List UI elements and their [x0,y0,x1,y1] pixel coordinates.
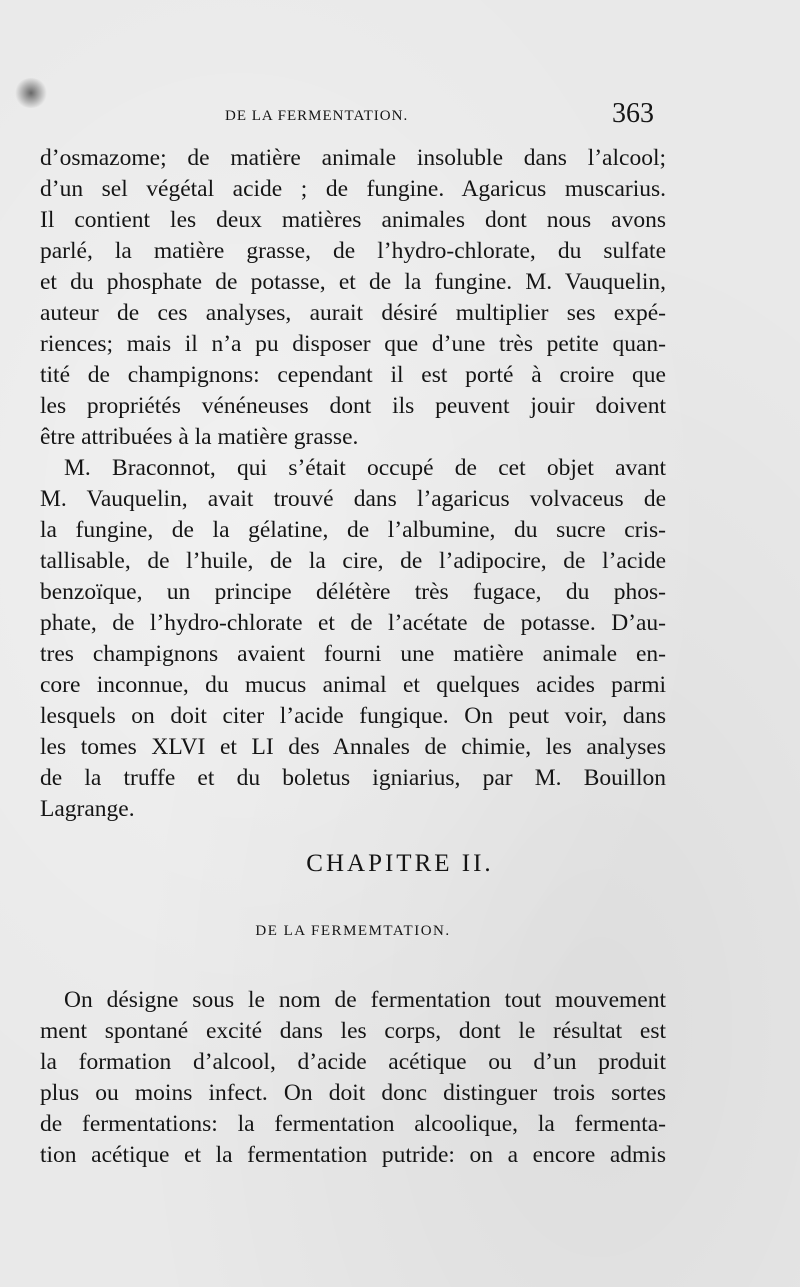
text-line: On désigne sous le nom de fermentation tout mouvement [64,987,666,1013]
text-line: Lagrange. [40,796,135,822]
text-line: et du phosphate de potasse, et de la fungine. M. Vauquelin, [40,269,666,295]
text-line: plus ou moins infect. On doit donc distinguer trois sortes [40,1080,666,1106]
text-line: tion acétique et la fermentation putride: on a encore admis [40,1142,666,1168]
text-line: d’un sel végétal acide ; de fungine. Agaricus muscarius. [40,176,666,202]
text-line: la formation d’alcool, d’acide acétique ou d’un produit [40,1049,666,1075]
text-line: parlé, la matière grasse, de l’hydro-chlorate, du sulfate [40,238,666,264]
text-line: ment spontané excité dans les corps, dont le résultat est [40,1018,666,1044]
text-line: tallisable, de l’huile, de la cire, de l’adipocire, de l’acide [40,548,666,574]
text-line: riences; mais il n’a pu disposer que d’une très petite quan- [40,331,666,357]
text-line: auteur de ces analyses, aurait désiré multiplier ses expé- [40,300,666,326]
paragraph-block-1 [40,143,666,825]
text-line: core inconnue, du mucus animal et quelques acides parmi [40,672,666,698]
text-line: être attribuées à la matière grasse. [40,424,359,450]
chapter-subtitle: DE LA FERMEMTATION. [255,923,451,939]
text-line: tres champignons avaient fourni une matière animale en- [40,641,666,667]
text-line: benzoïque, un principe délétère très fugace, du phos- [40,579,666,605]
text-line: de la truffe et du boletus igniarius, par M. Bouillon [40,765,666,791]
text-line: M. Vauquelin, avait trouvé dans l’agaricus volvaceus de [40,486,666,512]
text-line: tité de champignons: cependant il est porté à croire que [40,362,666,388]
paragraph-block-2 [40,985,666,1171]
page-number: 363 [612,98,654,129]
text-line: phate, de l’hydro-chlorate et de l’acétate de potasse. D’au- [40,610,666,636]
text-line: les tomes XLVI et LI des Annales de chimie, les analyses [40,734,666,760]
running-head: DE LA FERMENTATION. [225,108,409,124]
text-line: lesquels on doit citer l’acide fungique. On peut voir, dans [40,703,666,729]
text-line: Il contient les deux matières animales dont nous avons [40,207,666,233]
ink-smudge [14,78,48,108]
chapter-title: CHAPITRE II. [306,850,494,877]
text-line: les propriétés vénéneuses dont ils peuvent jouir doivent [40,393,666,419]
text-line: la fungine, de la gélatine, de l’albumine, du sucre cris- [40,517,666,543]
text-line: M. Braconnot, qui s’était occupé de cet objet avant [64,455,666,481]
text-line: d’osmazome; de matière animale insoluble dans l’alcool; [40,145,666,171]
text-line: de fermentations: la fermentation alcoolique, la fermenta- [40,1111,666,1137]
